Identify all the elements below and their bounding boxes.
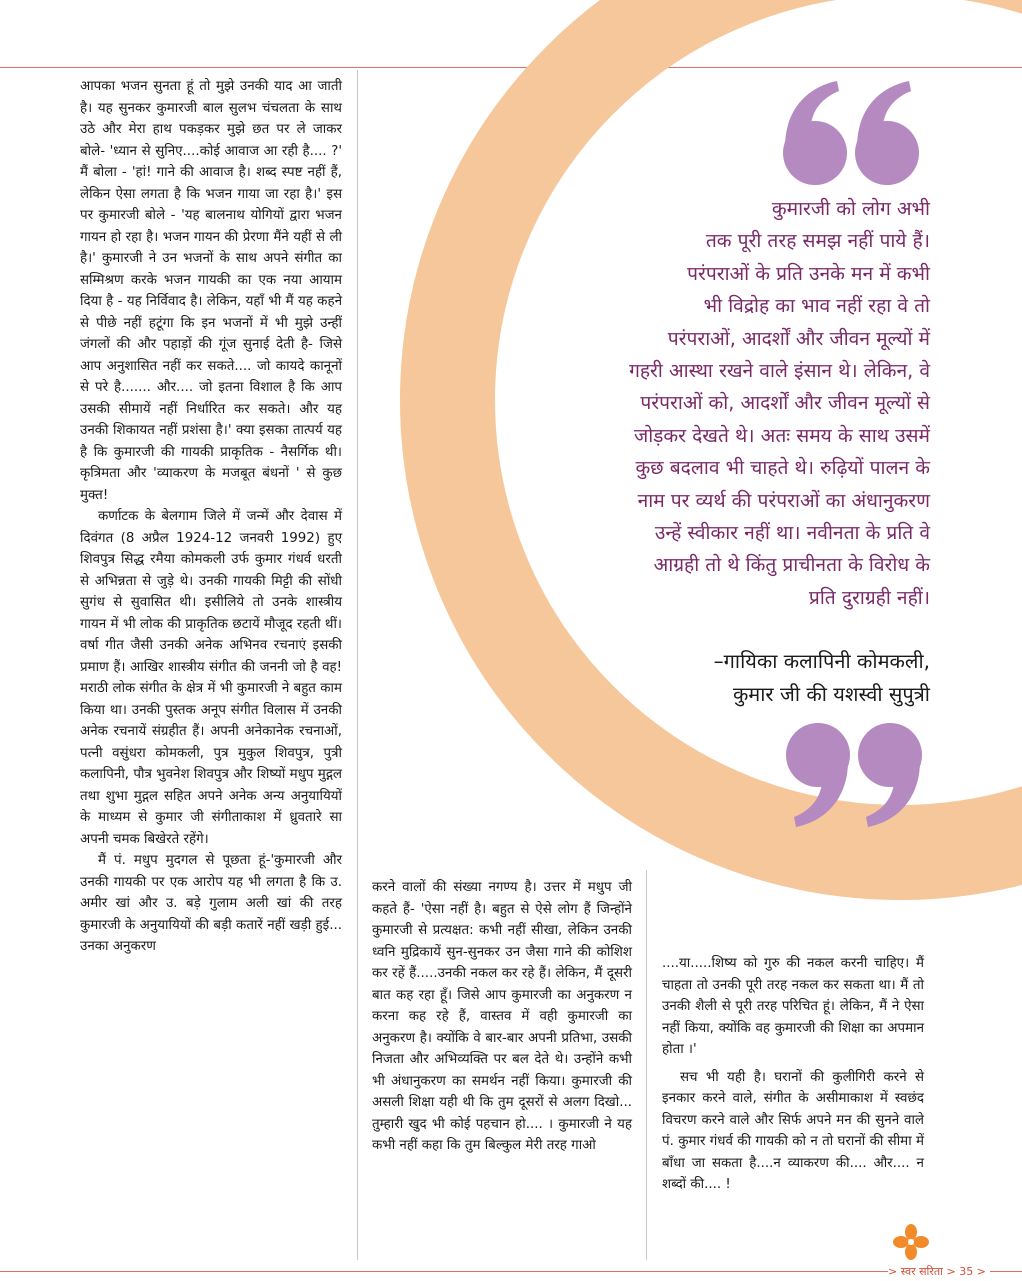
pull-quote-line: भी विद्रोह का भाव नहीं रहा वे तो [703,294,930,318]
pull-quote-line: उन्हें स्वीकार नहीं था। नवीनता के प्रति वे [654,521,930,545]
pull-quote-line: परंपराओं को, आदर्शों और जीवन मूल्यों से [640,391,930,415]
article-column-3 [662,953,924,1196]
footer-rule [0,1271,888,1272]
pull-quote-line: कुमारजी को लोग अभी [771,197,930,220]
open-quote-icon [775,75,925,190]
column-divider-1 [357,70,358,1260]
pull-quote-line: परंपराओं के प्रति उनके मन में कभी [687,261,930,285]
pull-quote-line: परंपराओं, आदर्शों और जीवन मूल्यों में [667,326,930,350]
close-quote-icon [780,718,930,833]
footer-page-label: > स्वर सरिता > 35 > [888,1265,986,1278]
article-column-2 [372,877,632,1157]
pull-quote-line: कुछ बदलाव भी चाहते थे। रुढ़ियों पालन के [635,456,930,480]
pull-quote-line: नाम पर व्यर्थ की परंपराओं का अंधानुकरण [637,488,930,512]
pull-quote-line: प्रति दुराग्रही नहीं। [808,585,930,609]
paragraph: ....या.....शिष्य को गुरु की नकल करनी चाहिए। मैं चाहता तो उनकी पूरी तरह नकल कर सकता था। मैं तो उनकी शैली से पूरी तरह परिचित हूं। लेकिन, मैं ने ऐसा नहीं किया, क्योंकि वह कुमारजी की शिक्षा का अपमान होता ।' [662,956,924,1057]
footer-rule-right [990,1271,1022,1272]
paragraph: कर्णाटक के बेलगाम जिले में जन्में और देवास में दिवंगत (8 अप्रैल 1924-12 जनवरी 1992) हुए शिवपुत्र सिद्ध रमैया कोमकली उर्फ कुमार गंधर्व धरती से अभिन्नता से जुड़े थे। उनकी गायकी मिट्टी की सोंधी सुगंध से सुवासित थी। इसीलिये तो उनके शास्त्रीय गायन में भी लोक की प्राकृतिक छटायें मौजूद रहती थीं। वर्षा गीत जैसी उनकी अनेक अभिनव रचनाएं इसकी प्रमाण हैं। आखिर शास्त्रीय संगीत की जननी जो है वह! मराठी लोक संगीत के क्षेत्र में भी कुमारजी ने बहुत काम किया था। उनकी पुस्तक अनूप संगीत विलास में उनकी अनेक रचनायें संग्रहीत हैं। अपनी अनेकानेक रचनाओं, पत्नी वसुंधरा कोमकली, पुत्र मुकुल शिवपुत्र, पुत्री कलापिनी, पौत्र भुवनेश शिवपुत्र और शिष्यों मधुप मुद्गल तथा शुभा मुद्गल सहित अपने अनेक अन्य अनुयायियों के माध्यम से कुमार जी संगीताकाश में ध्रुवतारे सा अपनी चमक बिखेरते रहेंगे। [80,509,342,847]
quote-attribution [470,645,930,711]
flower-ornament-icon [893,1224,929,1260]
paragraph: करने वालों की संख्या नगण्य है। उत्तर में मधुप जी कहते हैं- 'ऐसा नहीं है। बहुत से ऐसे लोग हैं जिन्होंने कुमारजी से प्रत्यक्षत: कभी नहीं सीखा, लेकिन उनकी ध्वनि मुद्रिकायें सुन-सुनकर उन जैसा गाने की कोशिश कर रहें हैं.....उनकी नकल कर रहे हैं। लेकिन, मैं दूसरी बात कह रहा हूँ। जिसे आप कुमारजी का अनुकरण न करना कह रहे हैं, वास्तव में वही कुमारजी का अनुकरण है। क्योंकि वे बार-बार अपनी प्रतिभा, उसकी निजता और अभिव्यक्ति पर बल देते थे। उन्होंने कभी भी अंधानुकरण का समर्थन नहीं किया। कुमारजी की असली शिक्षा यही थी कि तुम दूसरों से अलग दिखो... तुम्हारी खुद भी कोई पहचान हो.... । कुमारजी ने यह कभी नहीं कहा कि तुम बिल्कुल मेरी तरह गाओ [372,880,632,1153]
attribution-name: –गायिका कलापिनी कोमकली, [713,649,930,673]
paragraph: आपका भजन सुनता हूं तो मुझे उनकी याद आ जाती है। यह सुनकर कुमारजी बाल सुलभ चंचलता के साथ उठे और मेरा हाथ पकड़कर मुझे छत पर ले जाकर बोले- 'ध्यान से सुनिए....कोई आवाज आ रही है.... ?' मैं बोला - 'हां! गाने की आवाज है। शब्द स्पष्ट नहीं हैं, लेकिन ऐसा लगता है कि भजन गाया जा रहा है।' इस पर कुमारजी बोले - 'यह बालनाथ योगियों द्वारा भजन गायन हो रहा है। भजन गायन की प्रेरणा मैंने यहीं से ली है।' कुमारजी ने उन भजनों के साथ अपने संगीत का सम्मिश्रण करके भजन गायकी का एक नया आयाम दिया है - यह निर्विवाद है। लेकिन, यहाँ भी मैं यह कहने से पीछे नहीं हटूंगा कि इन भजनों में भी मुझे उन्हीं जंगलों की और पहाड़ों की गूंज सुनाई देती है- जिसे आप अनुशासित नहीं कर सकते.... जो कायदे कानूनों से परे है....... और.... जो इतना विशाल है कि आप उसकी सीमायें नहीं निर्धारित कर सकते। और यह उनकी शिकायत नहीं प्रशंसा है।' क्या इसका तात्पर्य यह है कि कुमारजी की गायकी प्राकृतिक - नैसर्गिक थी। कृत्रिमता और 'व्याकरण के मजबूत बंधनों ' से कुछ मुक्त! [80,79,342,503]
pull-quote [470,193,930,614]
attribution-title: कुमार जी की यशस्वी सुपुत्री [732,682,930,706]
paragraph: सच भी यही है। घरानों की कुलीगिरी करने से इनकार करने वाले, संगीत के असीमाकाश में स्वछंद विचरण करने वाले और सिर्फ अपने मन की सुनने वाले पं. कुमार गंधर्व की गायकी को न तो घरानों की सीमा में बाँधा जा सकता है....न व्याकरण की.... और.... न शब्दों की.... ! [662,1069,924,1192]
pull-quote-line: जोड़कर देखते थे। अतः समय के साथ उसमें [633,423,930,447]
pull-quote-line: आग्रही तो थे किंतु प्राचीनता के विरोध के [653,553,930,577]
pull-quote-line: तक पूरी तरह समझ नहीं पाये हैं। [705,229,930,253]
article-column-1 [80,76,342,958]
pull-quote-line: गहरी आस्था रखने वाले इंसान थे। लेकिन, वे [629,359,930,383]
column-divider-2 [646,870,647,1260]
paragraph: मैं पं. मधुप मुदगल से पूछता हूं-'कुमारजी और उनकी गायकी पर एक आरोप यह भी लगता है कि उ. अमीर खां और उ. बड़े गुलाम अली खां की तरह कुमारजी के अनुयायियों की बड़ी कतारें नहीं खड़ी हुई... उनका अनुकरण [80,853,342,954]
